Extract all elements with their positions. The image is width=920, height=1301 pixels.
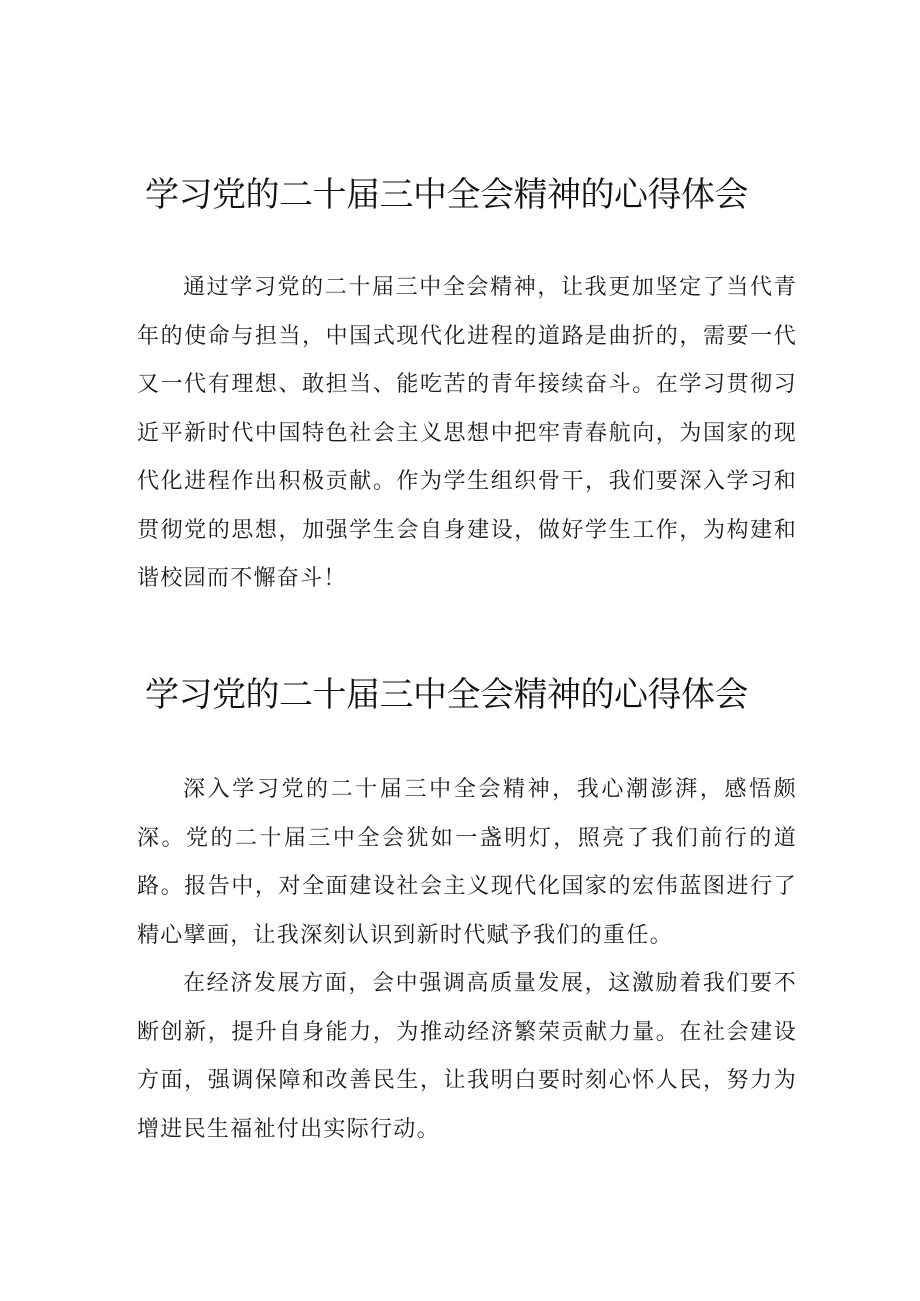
essay-section-1 — [137, 175, 797, 604]
section-title: 学习党的二十届三中全会精神的心得体会 — [145, 175, 748, 215]
section-title: 学习党的二十届三中全会精神的心得体会 — [145, 675, 748, 715]
body-paragraph: 通过学习党的二十届三中全会精神，让我更加坚定了当代青年的使命与担当，中国式现代化进程的道路是曲折的，需要一代又一代有理想、敢担当、能吃苦的青年接续奋斗。在学习贯彻习近平新时代中国特色社会主义思想中把牢青春航向，为国家的现代化进程作出积极贡献。作为学生组织骨干，我们要深入学习和贯彻党的思想，加强学生会自身建设，做好学生工作，为构建和谐校园而不懈奋斗！ — [137, 275, 797, 591]
essay-section-2 — [137, 675, 797, 1154]
body-paragraph: 在经济发展方面，会中强调高质量发展，这激励着我们要不断创新，提升自身能力，为推动经济繁荣贡献力量。在社会建设方面，强调保障和改善民生，让我明白要时刻心怀人民，努力为增进民生福祉付出实际行动。 — [137, 971, 797, 1142]
body-paragraph: 深入学习党的二十届三中全会精神，我心潮澎湃，感悟颇深。党的二十届三中全会犹如一盏明灯，照亮了我们前行的道路。报告中，对全面建设社会主义现代化国家的宏伟蓝图进行了精心擘画，让我深刻认识到新时代赋予我们的重任。 — [137, 777, 797, 948]
